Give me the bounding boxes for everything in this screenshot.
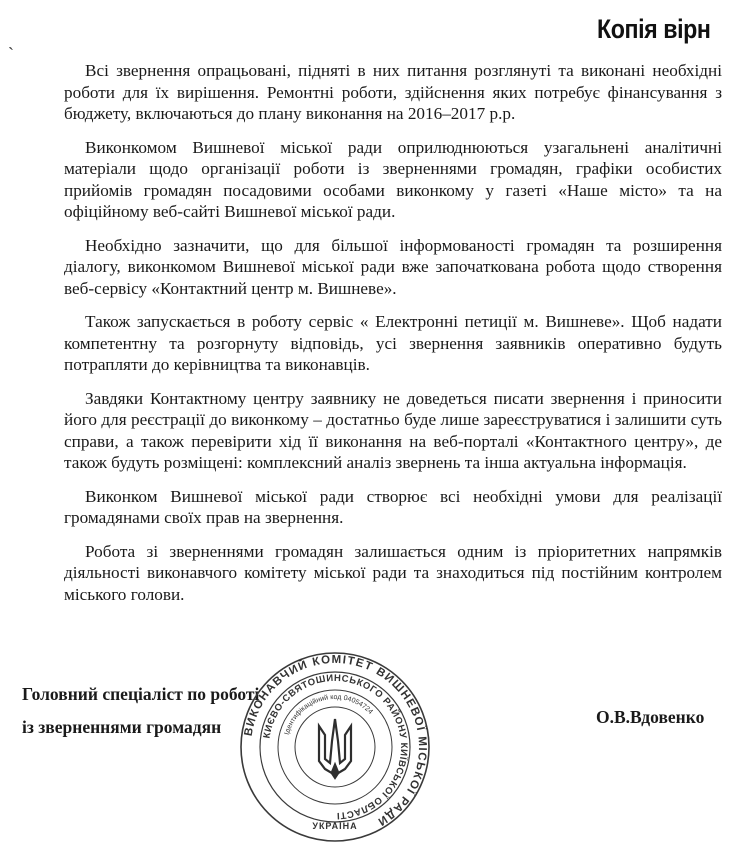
official-seal <box>239 651 431 843</box>
seal-code-text: Ідентифікаційний код 04054724 <box>283 693 374 736</box>
paragraph-priority-control: Робота зі зверненнями громадян залишається одним із пріоритетних напрямків діяльності виконавчого комітету міської ради та знаходиться під постійним контролем міського голови. <box>64 541 722 604</box>
paragraph-electronic-petitions: Також запускається в роботу сервіс « Електронні петиції м. Вишневе». Щоб надати компетентну та розгорнуту відповідь, усі звернення заявників оперативно будуть потрапляти до керівництва та виконавців. <box>64 312 722 374</box>
seal-outer-text: ВИКОНАВЧИЙ КОМІТЕТ ВИШНЕВОЇ МІСЬКОЇ РАДИ <box>242 653 429 828</box>
paragraph-contact-center-web-service: Необхідно зазначити, що для більшої інформованості громадян та розширення діалогу, виконкомом Вишневої міської ради вже започаткована робота щодо створення веб-сервісу «Контактний центр м. Вишневе». <box>64 235 722 298</box>
signature-title-line1: Головний спеціаліст по роботі <box>22 684 260 704</box>
paragraph-conditions: Виконком Вишневої міської ради створює всі необхідні умови для реалізації громадянами своїх прав на звернення. <box>64 486 722 527</box>
seal-inner-text: КИЄВО-СВЯТОШИНСЬКОГО РАЙОНУ КИЇВСЬКОЇ ОБЛАСТІ <box>261 672 410 821</box>
corner-mark: ` <box>8 44 14 64</box>
trident-emblem-icon <box>319 719 351 779</box>
document-body <box>64 60 722 617</box>
paragraph-appeals-processed: Всі звернення опрацьовані, підняті в них питання розглянуті та виконані необхідні роботи для їх вирішення. Ремонтні роботи, здійснення яких потребує фінансування з бюджету, включаються до плану виконання на 2016–2017 р.р. <box>64 61 722 123</box>
signature-title-line2: із зверненнями громадян <box>22 717 222 737</box>
paragraph-contact-center-benefits: Завдяки Контактному центру заявнику не доведеться писати звернення і приносити його для реєстрації до виконкому – достатньо буде лише зареєструватися і залишити суть справи, а також перевірити хід її виконання на веб-порталі «Контактного центру», де також будуть розміщені: комплексний аналіз звернень та інша актуальна інформація. <box>64 388 722 472</box>
paragraph-analytical-materials: Виконкомом Вишневої міської ради оприлюднюються узагальнені аналітичні матеріали щодо організації роботи із зверненнями громадян, графіки особистих прийомів громадян посадовими особами виконкому у газеті «Наше місто» та на офіційному веб-сайті Вишневої міської ради. <box>64 137 722 221</box>
signature-name: О.В.Вдовенко <box>596 707 705 727</box>
copy-certification-mark: Копія вірн <box>597 14 711 44</box>
seal-bottom-text: УКРАЇНА <box>312 821 358 831</box>
